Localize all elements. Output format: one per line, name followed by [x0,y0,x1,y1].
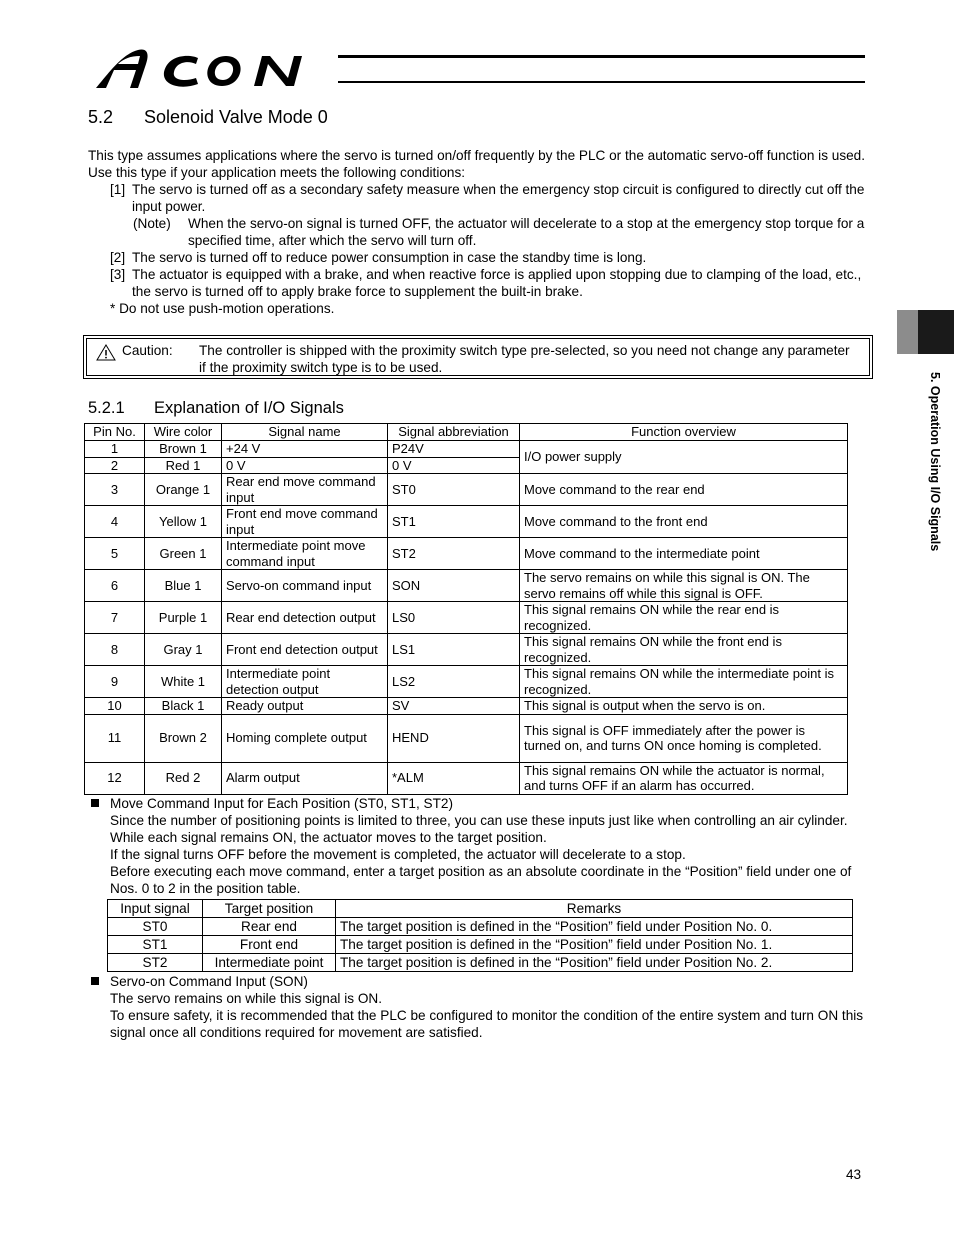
wire-color-cell: Red 1 [145,457,222,474]
condition-text: The actuator is equipped with a brake, and when reactive force is applied upon stopping due to clamping of the load, etc., the servo is turned off to apply brake force to supplement the built-in brake. [132,267,862,299]
bullet-line: While each signal remains ON, the actuator moves to the target position. [110,830,547,845]
chapter-tab [918,310,954,354]
signal-abbr-cell: LS1 [388,634,520,666]
remarks-cell: The target position is defined in the “Position” field under Position No. 0. [336,918,853,936]
chapter-side-label: 5. Operation Using I/O Signals [928,372,942,552]
column-header: Target position [203,900,336,918]
condition-marker: [1] [110,182,126,197]
signal-name-cell: Servo-on command input [222,570,388,602]
condition-marker: [3] [110,267,126,282]
condition-text: The servo is turned off to reduce power consumption in case the standby time is long. [132,250,647,265]
signal-abbr-cell: SON [388,570,520,602]
signal-name-cell: 0 V [222,457,388,474]
wire-color-cell: Blue 1 [145,570,222,602]
signal-name-cell: Rear end detection output [222,602,388,634]
function-cell: I/O power supply [520,441,848,474]
caution-box [83,335,873,379]
intro-paragraph: This type assumes applications where the servo is turned on/off frequently by the PLC or the automatic servo-off function is used. Use this type if your application meets the following conditions: [88,148,866,180]
bullet-line: The servo remains on while this signal is ON. [110,991,382,1006]
column-header: Remarks [336,900,853,918]
function-cell: Move command to the intermediate point [520,538,848,570]
table-row [85,762,848,794]
signal-name-cell: Front end move command input [222,506,388,538]
function-cell: This signal remains ON while the intermediate point is recognized. [520,666,848,698]
pin-cell: 2 [85,457,145,474]
subsection-number: 5.2.1 [88,399,125,417]
section-heading [88,107,328,128]
signal-name-cell: Homing complete output [222,714,388,762]
position-table [107,899,853,972]
square-bullet-icon [91,977,99,985]
function-cell: Move command to the front end [520,506,848,538]
warning-icon [96,344,116,361]
caution-text: The controller is shipped with the proximity switch type pre-selected, so you need not change any parameter if the proximity switch type is to be used. [199,343,850,375]
bullet-heading [90,795,870,812]
table-row [85,441,848,458]
pin-cell: 1 [85,441,145,458]
intro-text [88,147,878,317]
table-row [85,698,848,715]
wire-color-cell: Yellow 1 [145,506,222,538]
table-header-row [108,900,853,918]
header-rule-bottom [338,81,865,83]
column-header: Signal abbreviation [388,424,520,441]
signal-name-cell: Ready output [222,698,388,715]
input-signal-cell: ST0 [108,918,203,936]
pin-cell: 5 [85,538,145,570]
acon-logo [94,44,334,90]
pin-cell: 7 [85,602,145,634]
function-cell: The servo remains on while this signal is ON. The servo remains off while this signal is OFF. [520,570,848,602]
pin-cell: 12 [85,762,145,794]
signal-abbr-cell: ST2 [388,538,520,570]
column-header: Pin No. [85,424,145,441]
condition-marker: [2] [110,250,126,265]
bullet-title: Servo-on Command Input (SON) [110,974,308,989]
section-number: 5.2 [88,107,114,127]
signal-abbr-cell: *ALM [388,762,520,794]
table-row [85,506,848,538]
subsection-heading [88,399,344,418]
pin-cell: 10 [85,698,145,715]
pin-cell: 4 [85,506,145,538]
bullet-heading [90,973,870,990]
function-cell: This signal remains ON while the front end is recognized. [520,634,848,666]
header-rule-top [338,55,865,58]
table-row [85,666,848,698]
condition-text: The servo is turned off as a secondary safety measure when the emergency stop circuit is configured to directly cut off the input power. [132,182,865,214]
function-cell: This signal remains ON while the rear end is recognized. [520,602,848,634]
bullet-line: If the signal turns OFF before the movement is completed, the actuator will decelerate to a stop. [110,847,686,862]
remarks-cell: The target position is defined in the “Position” field under Position No. 2. [336,954,853,972]
target-position-cell: Intermediate point [203,954,336,972]
function-cell: This signal is OFF immediately after the power is turned on, and turns ON once homing is completed. [520,714,848,762]
column-header: Signal name [222,424,388,441]
function-cell: This signal remains ON while the actuator is normal, and turns OFF if an alarm has occurred. [520,762,848,794]
signal-name-cell: Rear end move command input [222,474,388,506]
table-row [85,714,848,762]
table-row [108,954,853,972]
input-signal-cell: ST1 [108,936,203,954]
table-header-row [85,424,848,441]
signal-name-cell: +24 V [222,441,388,458]
signal-abbr-cell: LS2 [388,666,520,698]
signal-name-cell: Alarm output [222,762,388,794]
pin-cell: 9 [85,666,145,698]
signal-name-cell: Intermediate point move command input [222,538,388,570]
signal-name-cell: Intermediate point detection output [222,666,388,698]
pin-cell: 11 [85,714,145,762]
column-header: Input signal [108,900,203,918]
signal-abbr-cell: ST1 [388,506,520,538]
table-row [108,936,853,954]
note-text: When the servo-on signal is turned OFF, the actuator will decelerate to a stop at the emergency stop torque for a specified time, after which the servo will turn off. [188,216,865,248]
condition-item [88,181,878,215]
note-item [88,215,878,249]
bullet-line: To ensure safety, it is recommended that the PLC be configured to monitor the condition of the entire system and turn ON this signal once all conditions required for movement are satisfied. [110,1008,864,1040]
target-position-cell: Rear end [203,918,336,936]
bullet-line: Since the number of positioning points is limited to three, you can use these inputs just like when controlling an air cylinder. [110,813,848,828]
square-bullet-icon [91,799,99,807]
column-header: Wire color [145,424,222,441]
table-row [85,602,848,634]
star-note: * Do not use push-motion operations. [110,301,335,316]
function-cell: Move command to the rear end [520,474,848,506]
subsection-title: Explanation of I/O Signals [154,399,344,417]
pin-cell: 8 [85,634,145,666]
signal-abbr-cell: ST0 [388,474,520,506]
signal-abbr-cell: HEND [388,714,520,762]
input-signal-cell: ST2 [108,954,203,972]
wire-color-cell: Gray 1 [145,634,222,666]
wire-color-cell: Brown 1 [145,441,222,458]
signal-explanations [90,795,870,1041]
bullet-title: Move Command Input for Each Position (ST0, ST1, ST2) [110,796,454,811]
page-number: 43 [846,1167,862,1182]
table-row [85,634,848,666]
target-position-cell: Front end [203,936,336,954]
wire-color-cell: White 1 [145,666,222,698]
table-row [85,570,848,602]
wire-color-cell: Brown 2 [145,714,222,762]
wire-color-cell: Purple 1 [145,602,222,634]
signal-abbr-cell: LS0 [388,602,520,634]
note-marker: (Note) [133,216,171,231]
bullet-line: Before executing each move command, enter a target position as an absolute coordinate in the “Position” field under one of Nos. 0 to 2 in the position table. [110,864,852,896]
remarks-cell: The target position is defined in the “Position” field under Position No. 1. [336,936,853,954]
table-row [108,918,853,936]
signal-abbr-cell: 0 V [388,457,520,474]
condition-item [88,266,878,300]
pin-cell: 3 [85,474,145,506]
wire-color-cell: Black 1 [145,698,222,715]
wire-color-cell: Red 2 [145,762,222,794]
table-row [85,474,848,506]
signal-abbr-cell: SV [388,698,520,715]
pin-cell: 6 [85,570,145,602]
signal-abbr-cell: P24V [388,441,520,458]
wire-color-cell: Green 1 [145,538,222,570]
caution-label: Caution: [122,343,173,358]
wire-color-cell: Orange 1 [145,474,222,506]
section-title: Solenoid Valve Mode 0 [144,107,328,127]
column-header: Function overview [520,424,848,441]
signal-name-cell: Front end detection output [222,634,388,666]
function-cell: This signal is output when the servo is on. [520,698,848,715]
table-row [85,538,848,570]
io-signal-table [84,423,848,795]
condition-item [88,249,878,266]
